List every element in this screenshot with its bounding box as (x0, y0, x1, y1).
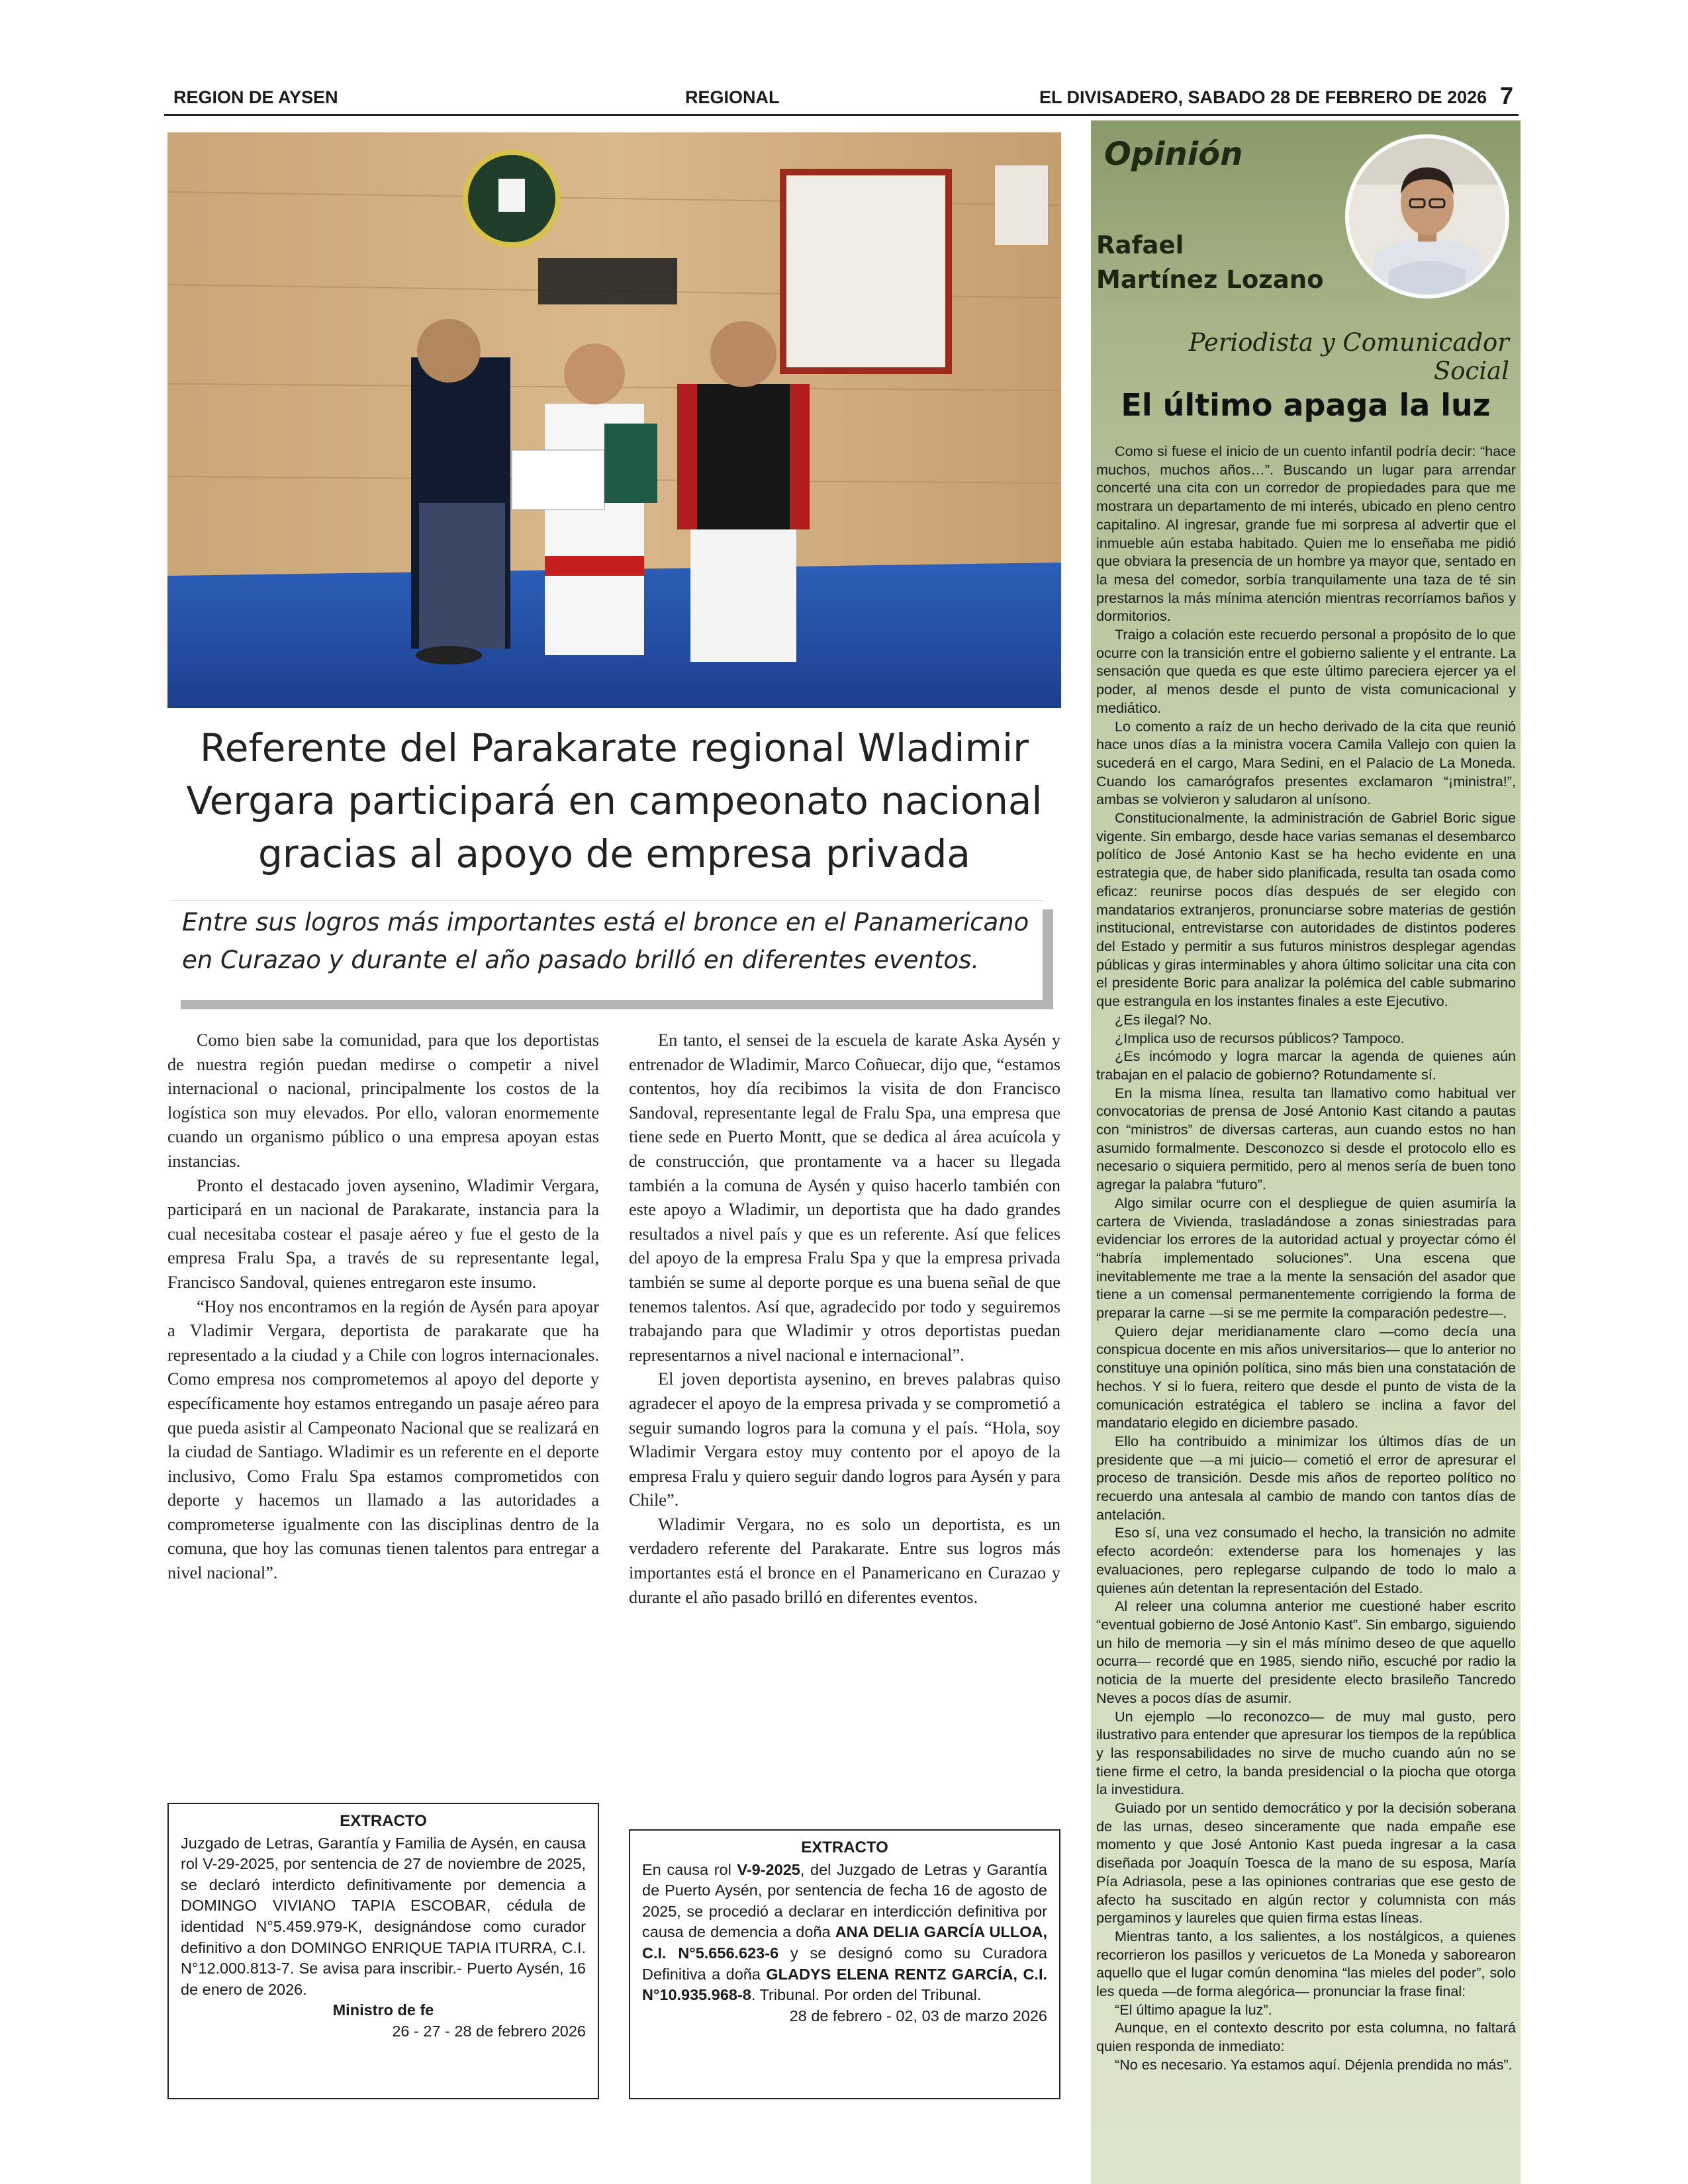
opinion-paragraph: Mientras tanto, a los salientes, a los nostálgicos, a quienes recorrieron los pasillos y vericuetos de La Moneda y saborearon aquello que el lugar común denomina “las mieles del poder”, solo les queda —de forma alegórica— pronunciar la frase final: (1096, 1927, 1516, 2000)
opinion-paragraph: ¿Es ilegal? No. (1115, 1011, 1212, 1028)
opinion-paragraph: Al releer una columna anterior me cuestioné haber escrito “eventual gobierno de José Antonio Kast”. Sin embargo, siguiendo un hilo de memoria —y sin el más mínimo deseo de que aquello ocurra— recordé que en 1985, siendo niño, escuché por radio la noticia de la muerte del presidente electo brasileño Tancredo Neves a pocos días de asumir. (1096, 1598, 1516, 1706)
opinion-paragraph: Eso sí, una vez consumado el hecho, la transición no admite efecto acordeón: extenderse para los homenajes y las evaluaciones, pero replegarse culpando de todo lo malo a quienes aún detentan la representación del Estado. (1096, 1524, 1516, 1596)
paper-date: EL DIVISADERO, SABADO 28 DE FEBRERO DE 2026 (1039, 87, 1487, 107)
article-photo (167, 132, 1061, 708)
opinion-author (1096, 228, 1324, 297)
opinion-paragraph: ¿Es incómodo y logra marcar la agenda de quienes aún trabajan en el palacio de gobierno? Rotundamente sí. (1096, 1048, 1516, 1083)
article-column-1 (167, 1028, 599, 1586)
opinion-paragraph: Guiado por un sentido democrático y por la decisión soberana de las urnas, deseo sinceramente que nada empañe ese momento y que José Antonio Kast pueda ingresar a la casa diseñada por Joaquín Toesca de la mano de su esposa, María Pía Adriasola, pese a las opiniones contrarias que ese gesto de afecto ha suscitado en algún rector y columnista con más pergaminos y laureles que quien firma estas líneas. (1096, 1799, 1516, 1927)
legal-notice-2 (629, 1829, 1060, 2099)
legal-notice-signature: Ministro de fe (332, 2001, 434, 2019)
legal-notice-text: Juzgado de Letras, Garantía y Familia de Aysén, en causa rol V-29-2025, por sentencia de 27 de noviembre de 2025, se declaró interdicto definitivamente por demencia a DOMINGO VIVIANO TAPIA ESCOBAR, cédula de identidad N°5.459.979-K, designándose como curador definitivo a don DOMINGO ENRIQUE TAPIA ITURRA, C.I. N°12.000.813-7. Se avisa para inscribir.- Puerto Aysén, 16 de enero de 2026. (181, 1834, 586, 1998)
legal-notice-dates: 28 de febrero - 02, 03 de marzo 2026 (789, 2007, 1047, 2025)
article-paragraph: “Hoy nos encontramos en la región de Aysén para apoyar a Vladimir Vergara, deportista de parakarate que ha representado a la ciudad y a Chile con logros internacionales. Como empresa nos comprometemos al apoyo del deporte y específicamente hoy estamos entregando un pasaje aéreo para que pueda asistir al Campeonato Nacional que se realizará en la ciudad de Santiago. Wladimir es un referente en el deporte inclusivo, Como Fralu Spa estamos comprometidos con deporte y hacemos un llamado a las autoridades a comprometerse igualmente con las disciplinas dentro de la comuna, que hoy las comunas tienen talentos para entregar a nivel nacional”. (167, 1297, 599, 1583)
article-column-2 (629, 1028, 1060, 1610)
article-subheadline: Entre sus logros más importantes está el bronce en el Panamericano en Curazao y durante el año pasado brilló en diferentes eventos. (182, 908, 1029, 974)
header-rule (164, 114, 1519, 116)
opinion-paragraph: Quiero dejar meridianamente claro —como decía una conspicua docente en mis años universitarios— que lo anterior no constituye una opinión política, sino más bien una constatación de hechos. Y si lo fuera, reitero que desde el punto de vista de la comunicación estratégica el tablero se inclina a favor del mandatario elegido en diciembre pasado. (1096, 1322, 1516, 1432)
opinion-paragraph: Algo similar ocurre con el despliegue de quien asumiría la cartera de Vivienda, trasladándose a zonas siniestradas para evidenciar los errores de la autoridad actual y proyectar cómo él “habría implementado soluciones”. Una escena que inevitablemente me trae a la mente la sensación del asador que tiene a un comensal permanentemente corrigiendo la forma de preparar la carne —si se me permite la comparación pedestre—. (1096, 1194, 1516, 1322)
opinion-paragraph: En la misma línea, resulta tan llamativo como habitual ver convocatorias de prensa de José Antonio Kast citando a pautas con “ministros” de diversas carteras, aun cuando estos no han asumido formalmente. Desconozco si desde el protocolo ello es necesario o siquiera permitido, pero al menos sería de buen tono agregar la palabra “futuro”. (1096, 1084, 1516, 1193)
opinion-paragraph: Aunque, en el contexto descrito por esta columna, no faltará quien responda de inmediato: (1096, 2019, 1516, 2055)
opinion-paragraph: Traigo a colación este recuerdo personal a propósito de lo que ocurre con la transición entre el gobierno saliente y el entrante. La sensación que queda es que este último pareciera ejercer ya el poder, al menos desde el punto de vista comunicacional y mediático. (1096, 626, 1516, 716)
opinion-paragraph: “No es necesario. Ya estamos aquí. Déjenla prendida no más”. (1115, 2056, 1513, 2073)
opinion-title: El último apaga la luz (1121, 387, 1491, 423)
legal-notice-text: En causa rol V-9-2025, del Juzgado de Letras y Garantía de Puerto Aysén, por sentencia de fecha 16 de agosto de 2025, se procedió a declarar en interdicción definitiva por causa de demencia a doña ANA DELIA GARCÍA ULLOA, C.I. N°5.656.623-6 y se designó como su Curadora Definitiva a doña GLADYS ELENA RENTZ GARCÍA, C.I. N°10.935.968-8. Tribunal. Por orden del Tribunal. (642, 1860, 1047, 2004)
opinion-paragraph: Constitucionalmente, la administración de Gabriel Boric sigue vigente. Sin embargo, desde hace varias semanas el desembarco político de José Antonio Kast se ha hecho evidente en una estrategia que, de haber sido planificada, resulta tan osada como eficaz: reunirse pocos días después de ser elegido con mandatarios extranjeros, pronunciarse sobre materias de gestión institucional, entrevistarse con autoridades de distintos poderes del Estado y permitir a sus futuros ministros desplegar agendas públicas y giras interminables y ahora último solicitar una cita con el presidente Boric para analizar la polémica del cable submarino que estrangula en los instantes finales a este Ejecutivo. (1096, 809, 1516, 1010)
opinion-paragraph: Lo comento a raíz de un hecho derivado de la cita que reunió hace unos días a la ministra vocera Camila Vallejo con quien la sucederá en el cargo, Mara Sedini, en el Palacio de La Moneda. Cuando los camarógrafos presentes exclamaron “¡ministra!”, ambas se volvieron y saludaron al unísono. (1096, 717, 1516, 808)
avatar (1345, 134, 1509, 298)
opinion-paragraph: Como si fuese el inicio de un cuento infantil podría decir: “hace muchos, muchos años…”. Buscando un lugar para arrendar concerté una cita con un corredor de propiedades para que me mostrara un departamento de mi interés, ubicado en pleno centro capitalino. Al ingresar, grande fue mi sorpresa al advertir que el inmueble aún estaba habitado. Quien me lo enseñaba me pidió que obviara la presencia de un hombre ya mayor que, sentado en la mesa del comedor, sorbía tranquilamente una taza de té sin prestarnos la más mínima atención mientras recorríamos baños y dormitorios. (1096, 443, 1516, 625)
opinion-paragraph: “El último apague la luz”. (1115, 2001, 1272, 2018)
opinion-body (1096, 442, 1516, 2074)
author-role: Periodista y Comunicador Social (1188, 328, 1509, 385)
legal-notice-title: EXTRACTO (340, 1812, 427, 1830)
karate-photo-icon (167, 132, 1061, 708)
author-last-name: Martínez Lozano (1096, 265, 1324, 294)
legal-notice-1 (167, 1803, 599, 2099)
section-name: REGIONAL (685, 87, 780, 107)
section-region: REGION DE AYSEN (173, 87, 338, 107)
page-number: 7 (1500, 82, 1514, 109)
legal-notice-title: EXTRACTO (801, 1839, 888, 1856)
opinion-paragraph: Ello ha contribuido a minimizar los últimos días de un presidente que —a mi juicio— cometió el error de apresurar el proceso de transición. Desde mis años de reporteo político no recuerdo una antesala al cambio de mando con tantos días de antelación. (1096, 1432, 1516, 1523)
article-paragraph: Como bien sabe la comunidad, para que los deportistas de nuestra región puedan medirse o competir a nivel internacional o nacional, principalmente los costos de la logística son muy elevados. Por ello, valoran enormemente cuando un organismo público o una empresa apoyan estas instancias. (167, 1030, 599, 1171)
opinion-paragraph: ¿Implica uso de recursos públicos? Tampoco. (1115, 1029, 1405, 1046)
author-portrait-icon (1349, 138, 1505, 295)
article-paragraph: Wladimir Vergara, no es solo un deportista, es un verdadero referente del Parakarate. Entre sus logros más importantes está el bronce en el Panamericano en Curazao y durante el año pasado brilló en diferentes eventos. (629, 1514, 1060, 1607)
article-paragraph: El joven deportista aysenino, en breves palabras quiso agradecer el apoyo de la empresa privada y se comprometió a seguir sumando logros para la comuna y el país. “Hola, soy Wladimir Vergara estoy muy contento por el apoyo de la empresa Fralu y quiero seguir dando logros para Aysén y para Chile”. (629, 1369, 1060, 1510)
article-paragraph: En tanto, el sensei de la escuela de karate Aska Aysén y entrenador de Wladimir, Marco Coñuecar, dijo que, “estamos contentos, hoy día recibimos la visita de don Francisco Sandoval, representante legal de Fralu Spa, una empresa que tiene sede en Puerto Montt, que se dedica al área acuícola y de construcción, que prontamente va a hacer su llegada también a la comuna de Aysén y quiso hacerlo también con este apoyo a Wladimir, un deportista que ha dado grandes resultados a nivel país y que es un referente. Así que felices del apoyo de la empresa Fralu Spa y que la empresa privada también se sume al deporte porque es una buena señal de que tenemos talentos. Así que, agradecido por todo y seguiremos trabajando para que Wladimir y otros deportistas puedan representarnos a nivel nacional e internacional”. (629, 1030, 1060, 1365)
legal-notice-dates: 26 - 27 - 28 de febrero 2026 (392, 2022, 586, 2040)
opinion-paragraph: Un ejemplo —lo reconozco— de muy mal gusto, pero ilustrativo para entender que apresurar los tiempos de la república y las responsabilidades no sirve de mucho cuando aún no se tiene firme el cetro, la banda presidencial o la piocha que otorga la investidura. (1096, 1707, 1516, 1798)
opinion-label: Opinión (1104, 136, 1243, 173)
article-headline: Referente del Parakarate regional Wladimir Vergara participará en campeonato nacional gracias al apoyo de empresa privada (186, 725, 1043, 876)
author-first-name: Rafael (1096, 231, 1184, 259)
article-paragraph: Pronto el destacado joven aysenino, Wladimir Vergara, participará en un nacional de Parakarate, instancia para la cual necesitaba costear el pasaje aéreo y fue el gesto de la empresa Fralu Spa, a través de su representante legal, Francisco Sandoval, quienes entregaron este insumo. (167, 1175, 599, 1292)
